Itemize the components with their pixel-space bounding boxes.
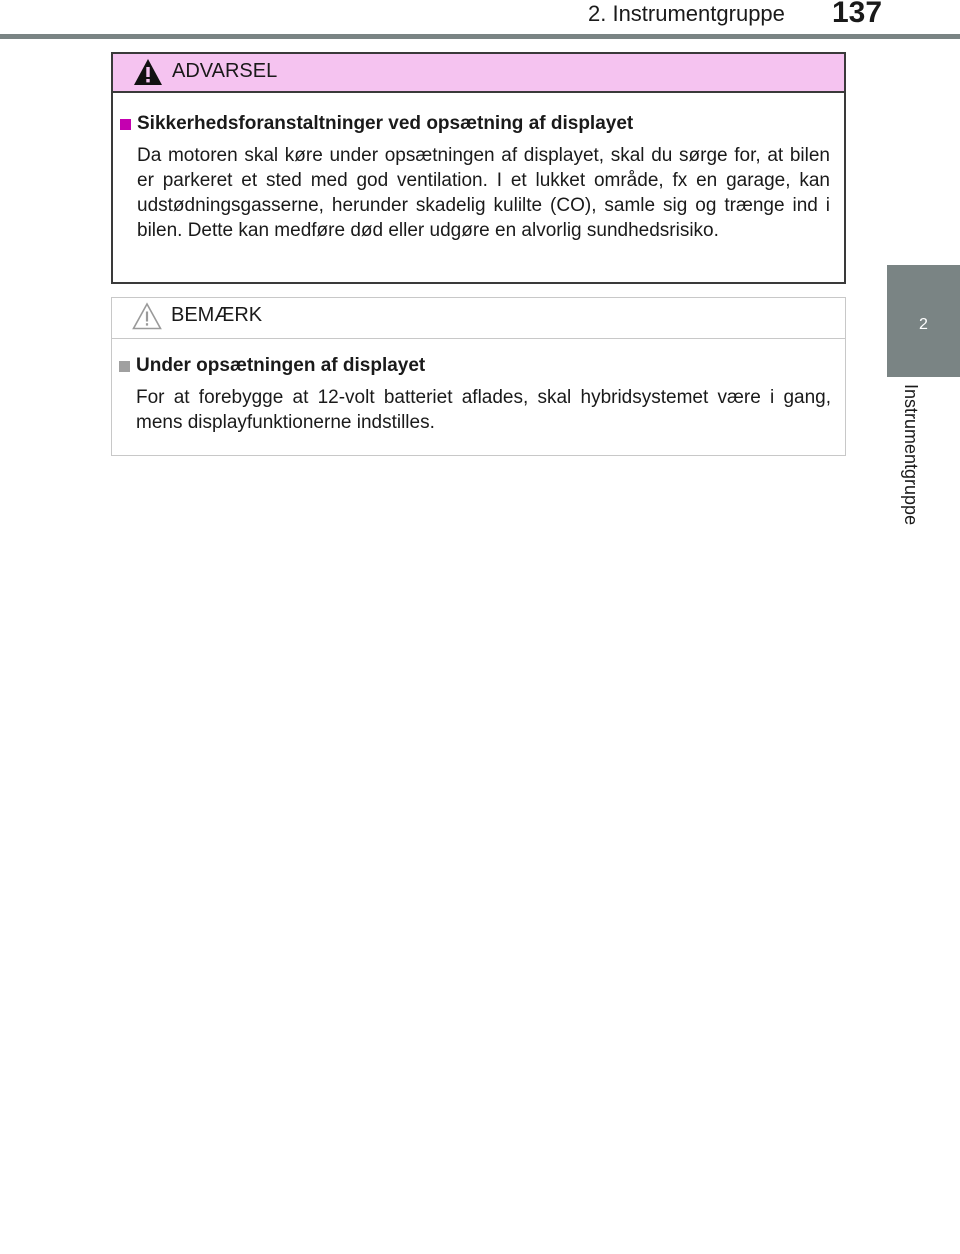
notice-label: BEMÆRK <box>171 304 263 326</box>
section-title: 2. Instrumentgruppe <box>588 1 785 26</box>
notice-heading <box>119 355 831 377</box>
caution-triangle-icon <box>132 302 162 330</box>
chapter-tab-label: Instrumentgruppe <box>901 384 921 526</box>
notice-box-body <box>112 355 845 435</box>
warning-box-body <box>113 113 844 243</box>
notice-box <box>111 297 846 456</box>
warning-heading <box>120 113 830 135</box>
warning-box <box>111 52 846 284</box>
notice-heading-text: Under opsætningen af displayet <box>136 355 426 376</box>
square-bullet-icon <box>120 119 131 130</box>
chapter-tab-number: 2 <box>919 316 928 333</box>
warning-label: ADVARSEL <box>172 60 278 82</box>
header-rule <box>0 34 960 39</box>
notice-box-header <box>112 298 845 339</box>
page-number: 137 <box>832 0 883 29</box>
warning-text: Da motoren skal køre under opsætningen af displayet, skal du sørge for, at bilen er parkeret et sted med god ventilation. I et lukket område, fx en garage, kan udstødningsgasserne, herunder skadelig kulilte (CO), samle sig og trænge ind i bilen. Dette kan medføre død eller udgøre en alvorlig sundhedsrisiko. <box>137 145 830 241</box>
warning-box-header <box>113 54 844 93</box>
warning-heading-text: Sikkerhedsforanstaltninger ved opsætning af displayet <box>137 113 634 134</box>
warning-triangle-icon <box>133 58 163 86</box>
notice-text: For at forebygge at 12-volt batteriet aflades, skal hybridsystemet være i gang, mens displayfunktionerne indstilles. <box>136 387 831 433</box>
square-bullet-icon <box>119 361 130 372</box>
chapter-tab <box>887 265 960 377</box>
